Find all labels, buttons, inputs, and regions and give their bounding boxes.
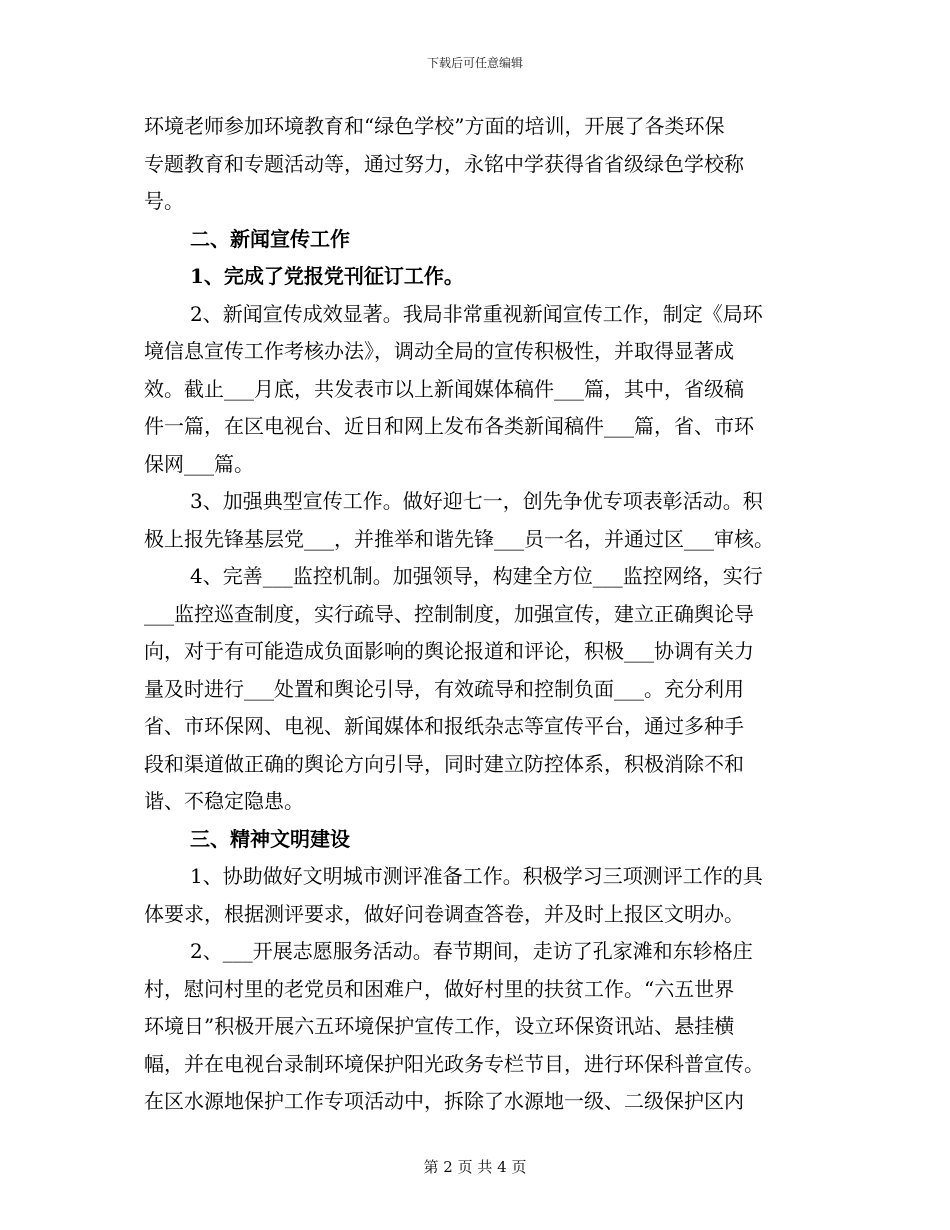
- page-number-footer: 第 2 页 共 4 页: [423, 1158, 527, 1176]
- paragraph-line: 境信息宣传工作考核办法》，调动全局的宣传积极性，并取得显著成: [144, 339, 734, 363]
- paragraph-line: 村，慰问村里的老党员和困难户，做好村里的扶贫工作。“六五世界: [144, 976, 735, 1001]
- paragraph-line: 专题教育和专题活动等，通过努力，永铭中学获得省省级绿色学校称: [144, 151, 744, 176]
- paragraph-line: 向，对于有可能造成负面影响的舆论报道和评论，积极___协调有关力: [144, 639, 754, 663]
- paragraph-line: 省、市环保网、电视、新闻媒体和报纸杂志等宣传平台，通过多种手: [144, 714, 744, 738]
- paragraph-line: 1、协助做好文明城市测评准备工作。积极学习三项测评工作的具: [190, 864, 763, 888]
- paragraph-line: 号。: [144, 189, 184, 213]
- paragraph-line: 环境日”积极开展六五环境保护宣传工作，设立环保资讯站、悬挂横: [144, 1014, 735, 1038]
- subsection-heading: 1、完成了党报党刊征订工作。: [190, 264, 464, 288]
- paragraph-line: 保网___篇。: [144, 451, 254, 476]
- paragraph-line: 4、完善___监控机制。加强领导，构建全方位___监控网络，实行: [190, 564, 763, 588]
- paragraph-line: 件一篇，在区电视台、近日和网上发布各类新闻稿件___篇，省、市环: [144, 414, 754, 438]
- paragraph-line: 极上报先锋基层党___，并推举和谐先锋___员一名，并通过区___审核。: [144, 526, 774, 551]
- document-body: [144, 108, 820, 1121]
- paragraph-line: 环境老师参加环境教育和“绿色学校”方面的培训，开展了各类环保: [144, 114, 725, 138]
- paragraph-line: 2、新闻宣传成效显著。我局非常重视新闻宣传工作，制定《局环: [190, 301, 763, 326]
- paragraph-line: 谐、不稳定隐患。: [144, 789, 304, 813]
- section-heading: 二、新闻宣传工作: [190, 226, 350, 251]
- page-header: 下载后可任意编辑: [426, 56, 523, 70]
- paragraph-line: 幅，并在电视台录制环境保护阳光政务专栏节目，进行环保科普宣传。: [144, 1051, 764, 1076]
- paragraph-line: 段和渠道做正确的舆论方向引导，同时建立防控体系，积极消除不和: [144, 751, 744, 776]
- paragraph-line: ___监控巡查制度，实行疏导、控制制度，加强宣传，建立正确舆论导: [144, 601, 754, 626]
- paragraph-line: 2、___开展志愿服务活动。春节期间，走访了孔家滩和东轸格庄: [190, 939, 753, 963]
- paragraph-line: 体要求，根据测评要求，做好问卷调查答卷，并及时上报区文明办。: [144, 901, 744, 926]
- paragraph-line: 效。截止___月底，共发表市以上新闻媒体稿件___篇，其中，省级稿: [144, 376, 744, 401]
- paragraph-line: 在区水源地保护工作专项活动中，拆除了水源地一级、二级保护区内: [144, 1089, 744, 1113]
- section-heading: 三、精神文明建设: [190, 826, 350, 851]
- paragraph-line: 量及时进行___处置和舆论引导，有效疏导和控制负面___。充分利用: [144, 676, 744, 701]
- paragraph-line: 3、加强典型宣传工作。做好迎七一，创先争优专项表彰活动。积: [190, 489, 763, 513]
